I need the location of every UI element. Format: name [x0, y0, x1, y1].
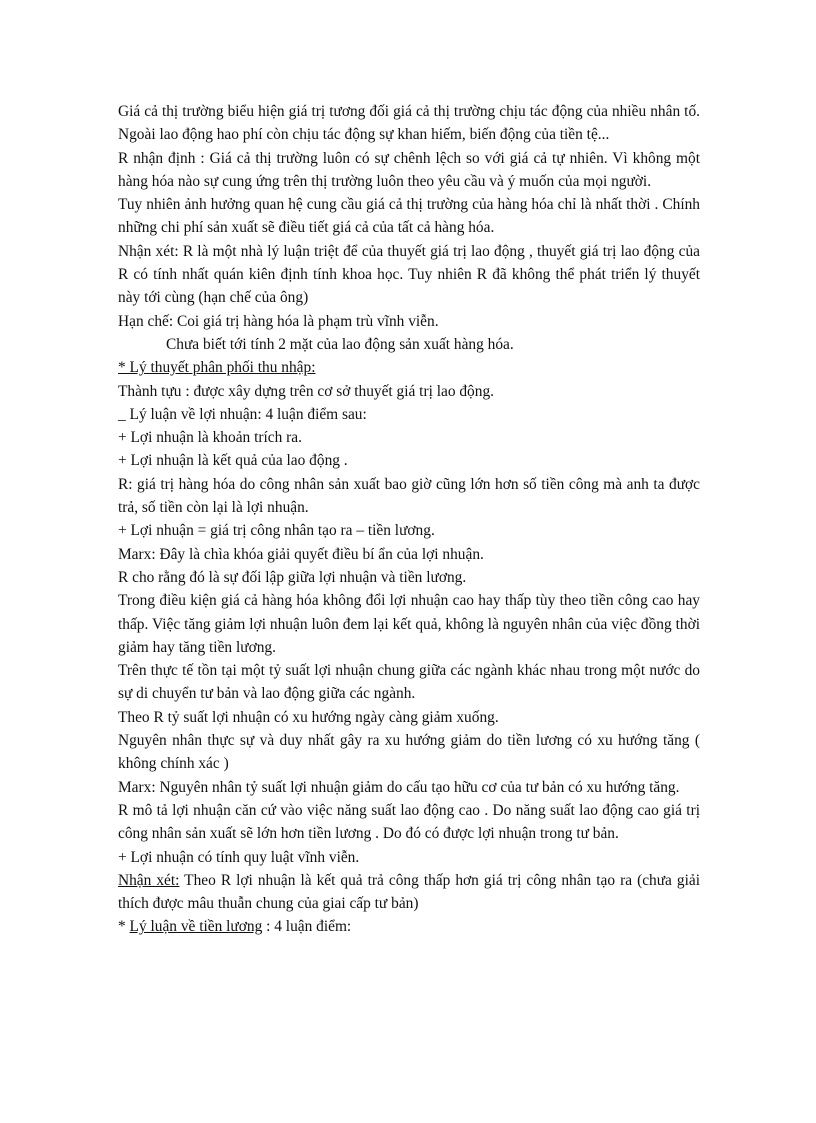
- paragraph: Theo R tỷ suất lợi nhuận có xu hướng ngày càng giảm xuống.: [118, 708, 499, 726]
- list-item: + Lợi nhuận = giá trị công nhân tạo ra – tiền lương.: [118, 522, 435, 540]
- heading-text: : 4 luận điểm:: [262, 918, 352, 936]
- heading-prefix: *: [118, 918, 130, 936]
- section-heading: * Lý thuyết phân phối thu nhập:: [118, 359, 316, 377]
- list-item: + Lợi nhuận có tính quy luật vĩnh viễn.: [118, 848, 360, 866]
- paragraph: Nhận xét: R là một nhà lý luận triệt để của thuyết giá trị lao động , thuyết giá trị lao động của R có tính nhất quán kiên định tính khoa học. Tuy nhiên R đã không thể phát triển lý thuyết này tới cùng (hạn chế của ông): [118, 242, 700, 307]
- document-page: [118, 100, 700, 939]
- paragraph: R nhận định : Giá cả thị trường luôn có sự chênh lệch so với giá cả tự nhiên. Vì không một hàng hóa nào sự cung ứng trên thị trường luôn theo yêu cầu và ý muốn của mọi người.: [118, 149, 700, 190]
- remark-label: Nhận xét:: [118, 871, 180, 889]
- paragraph: Marx: Đây là chìa khóa giải quyết điều bí ẩn của lợi nhuận.: [118, 545, 484, 563]
- paragraph: Marx: Nguyên nhân tỷ suất lợi nhuận giảm do cấu tạo hữu cơ của tư bản có xu hướng tăng.: [118, 778, 680, 796]
- heading-label: Lý luận về tiền lương: [129, 918, 263, 936]
- paragraph: Hạn chế: Coi giá trị hàng hóa là phạm trù vĩnh viễn.: [118, 312, 439, 330]
- paragraph: Giá cả thị trường biểu hiện giá trị tương đối giá cả thị trường chịu tác động của nhiều nhân tố. Ngoài lao động hao phí còn chịu tác động sự khan hiếm, biến động của tiền tệ...: [118, 103, 700, 144]
- paragraph: R mô tả lợi nhuận căn cứ vào việc năng suất lao động cao . Do năng suất lao động cao giá trị công nhân sản xuất sẽ lớn hơn tiền lương . Do đó có được lợi nhuận trong tư bản.: [118, 801, 700, 843]
- paragraph: Thành tựu : được xây dựng trên cơ sở thuyết giá trị lao động.: [118, 382, 494, 400]
- paragraph: _ Lý luận về lợi nhuận: 4 luận điểm sau:: [118, 405, 367, 423]
- paragraph: R cho rằng đó là sự đối lập giữa lợi nhuận và tiền lương.: [118, 568, 467, 586]
- paragraph: Chưa biết tới tính 2 mặt của lao động sản xuất hàng hóa.: [166, 335, 514, 353]
- list-item: + Lợi nhuận là khoản trích ra.: [118, 429, 302, 447]
- paragraph: Nguyên nhân thực sự và duy nhất gây ra xu hướng giảm do tiền lương có xu hướng tăng ( không chính xác ): [118, 732, 700, 773]
- remark-text: Theo R lợi nhuận là kết quả trả công thấp hơn giá trị công nhân tạo ra (chưa giải thích được mâu thuẫn chung của giai cấp tư bản): [118, 871, 700, 913]
- paragraph: Tuy nhiên ảnh hưởng quan hệ cung cầu giá cả thị trường của hàng hóa chỉ là nhất thời . Chính những chi phí sản xuất sẽ điều tiết giá cả của tất cả hàng hóa.: [118, 196, 700, 237]
- paragraph: Trong điều kiện giá cả hàng hóa không đổi lợi nhuận cao hay thấp tùy theo tiền công cao hay thấp. Việc tăng giảm lợi nhuận luôn đem lại kết quả, không là nguyên nhân của việc đồng thời giảm hay tăng tiền lương.: [118, 592, 700, 656]
- section-heading: [118, 915, 700, 938]
- list-item: + Lợi nhuận là kết quả của lao động .: [118, 452, 348, 470]
- paragraph: [118, 869, 700, 916]
- paragraph: Trên thực tế tồn tại một tỷ suất lợi nhuận chung giữa các ngành khác nhau trong một nước do sự di chuyển tư bản và lao động giữa các ngành.: [118, 662, 700, 703]
- paragraph: R: giá trị hàng hóa do công nhân sản xuất bao giờ cũng lớn hơn số tiền công mà anh ta được trả, số tiền còn lại là lợi nhuận.: [118, 475, 700, 517]
